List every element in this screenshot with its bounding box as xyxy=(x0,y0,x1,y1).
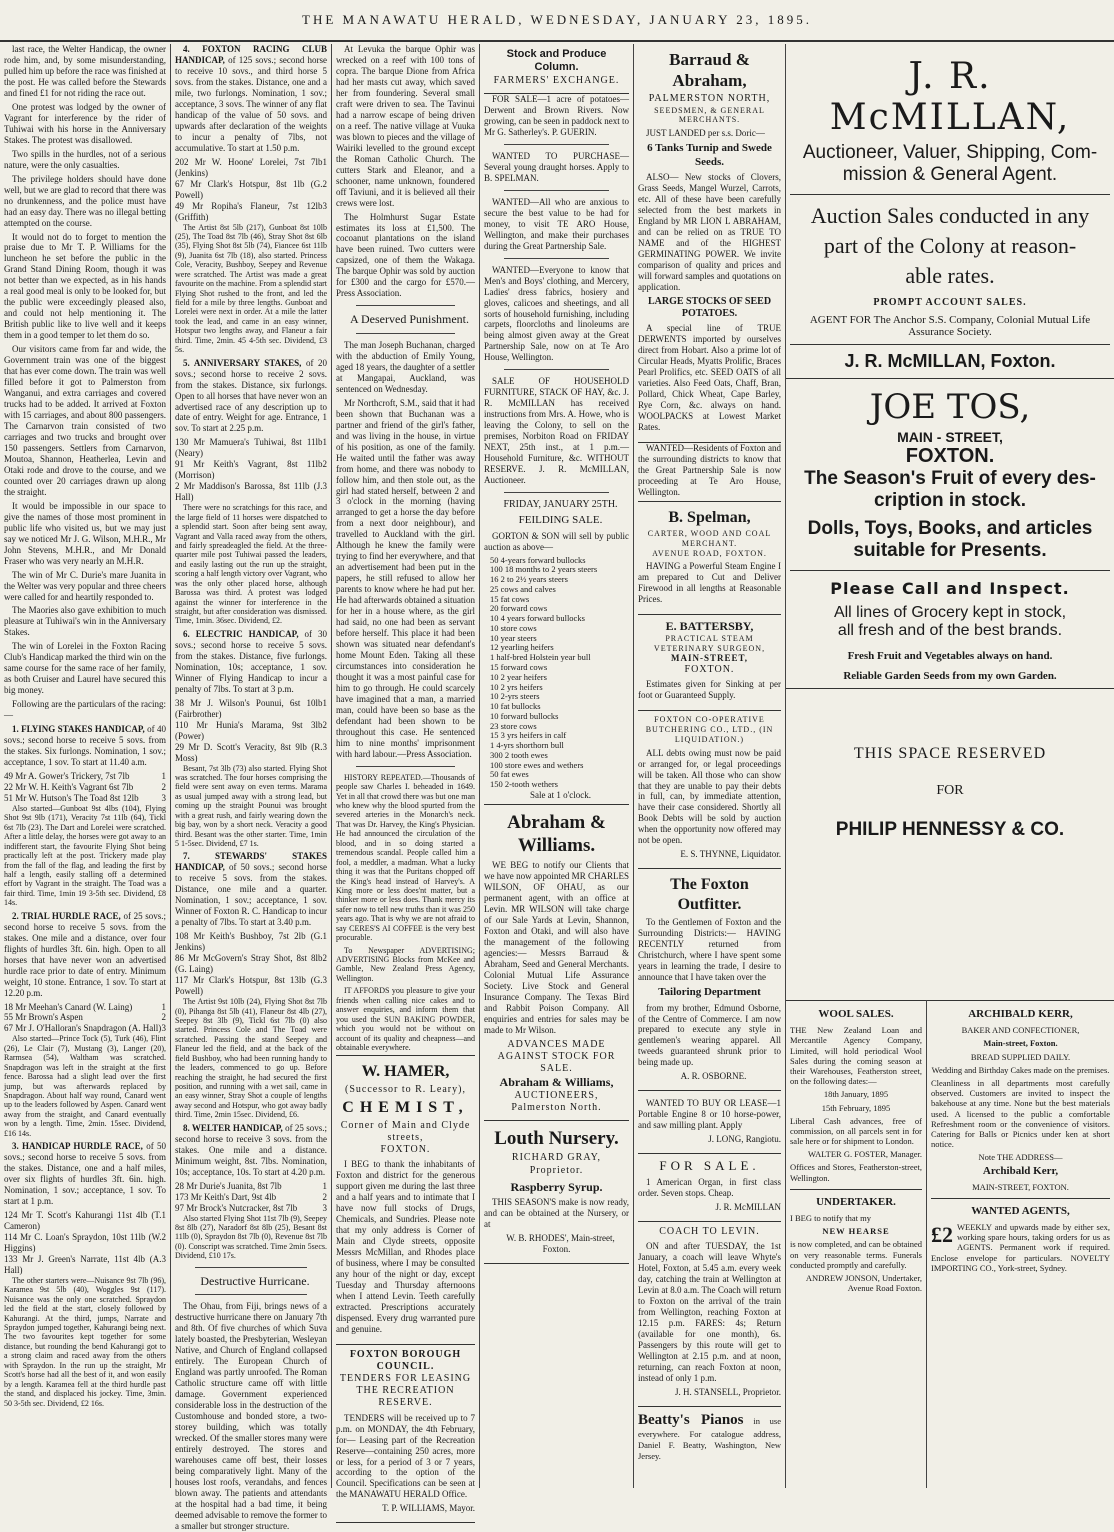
horse-entry: 108 Mr Keith's Bushboy, 7st 2lb (G. Jenkins) xyxy=(175,931,323,953)
ad-body: I BEG to thank the inhabitants of Foxton and district for the generous support given me during the last three and a half years and to intimate that I have now full stocks of Drugs, Chemicals, and Sundries. Please note that my only address is Corner of Main and Clyde streets, opposite Messrs McMillan, and Rhodes place of business, where I may be consulted any hour of the night or day, except Tuesday and Thursday afternoons when I attend Levin. Teeth carefully extracted. Prescriptions accurately dispensed. Every drug warranted pure and genuine. xyxy=(336,1159,475,1334)
ad-subtitle: mission & General Agent. xyxy=(842,164,1058,185)
divider xyxy=(504,190,609,191)
race-title: 7. STEWARDS' STAKES HANDICAP, xyxy=(175,851,327,873)
ad-title: Abraham & Williams. xyxy=(507,811,606,857)
ad-body: WANTED TO BUY OR LEASE—1 Portable Engine 8 or 10 horse-power, and saw milling plant. Apply xyxy=(638,1098,781,1131)
article-paragraph: HISTORY REPEATED.—Thousands of people saw Charles I. beheaded in 1649. Yet in all that crowd there was but one man who knew why the blood spurted from the severed arteries in the Monarch's neck. That was Dr. Harvey, the King's Physician. He had announced the circulation of the blood, and in so doing started a tremendous scandal. People called him a fool, a meddler, a madman. What a lucky thing it was that the Puritans chopped off the King's head instead of Harvey's. A King more or less does'nt matter, but a thinker more or less does. Thank mercy its safer now to tell new truths than it was 250 years ago. That is why we are not afraid to say CERES'S AI COFFEE is the very best procurable. xyxy=(336,772,475,943)
race-conditions: of 125 sovs.; second horse to receive 10 sovs., and third horse 5 sovs. from the stakes. Distance, one and a mile, two furlongs. Nomination, 1 sov.; acceptance, 3 sovs. The winner of any flat handicap of the value of 50 sovs. and upwards after declaration of the weights to incur a penalty of 7lbs, not accumulative. To start at 1.50 p.m. xyxy=(175,54,327,153)
race-title: 5. ANNIVERSARY STAKES, xyxy=(183,357,302,368)
placing: 1 xyxy=(161,771,166,782)
placing: 1 xyxy=(322,697,327,708)
ad-signature: Abraham & Williams, xyxy=(499,1075,614,1090)
horse-entry: 38 Mr J. Wilson's Pounui, 6st 10lb (Fairbrother) xyxy=(175,697,323,719)
ad-signature: WALTER G. FOSTER, Manager. xyxy=(808,1149,922,1160)
article-paragraph: The win of Mr C. Durie's mare Juanita in the Welter was very popular and three cheers were called for and heartily responded to. xyxy=(4,569,166,602)
lot-item: 150 2-tooth wethers xyxy=(490,779,558,790)
race-title: 1. FLYING STAKES HANDICAP, xyxy=(12,724,145,735)
placing: 1 xyxy=(161,1001,166,1012)
horse-entry: 55 Mr Brown's Aspen xyxy=(4,1012,83,1023)
article-paragraph: IT AFFORDS you pleasure to give your friends when calling nice cakes and to answer enquiries, and inform them that you used the SUN BAKING POWDER, which you would not be without on account of its quality and cheapness—and obtainable everywhere. xyxy=(336,986,475,1052)
classified-item: WANTED—Everyone to know that Men's and Boys' clothing, and Mercery, Ladies' dress fabrics, hosiery and gloves, calicoes and sheetings, and all sorts of household furnishing, including carpets, floorcloths and linoleums are being almost given away at the Great Partnership Sale, now on at Te Aro House, Wellington. xyxy=(484,264,629,363)
spelman-ad xyxy=(638,501,781,616)
ad-title: E. BATTERSBY, xyxy=(665,619,754,634)
lot-item: 15 3 yrs heifers in calf xyxy=(490,730,567,741)
ad-body: in use everywhere. For catalogue address, Daniel F. Beatty, Washington, New Jersey. xyxy=(638,1415,782,1461)
race-entry xyxy=(4,911,166,999)
classified-item: WANTED TO PURCHASE—Several young draught horses. Apply to B. SPELMAN. xyxy=(484,150,629,183)
race-notes: Besant, 7st 3lb (73) also started. Flying Shot was scratched. The four horses comprising the field were sent away on even terms. Marama as usual jumped away with a strong lead, but coming up the straight Pounui was brought with a great rush, and fairly wearing down the big bay, won by a short neck. Veracity a good third. Besant was the other starter. Time, 1min 5 1-5sec. Dividend, £7 1s. xyxy=(175,763,327,849)
wanted-buy-ad xyxy=(638,1091,781,1154)
ad-line: The Season's Fruit of every des- xyxy=(804,468,1096,489)
placing: 3 xyxy=(161,792,166,803)
race-title: 6. ELECTRIC HANDICAP, xyxy=(183,628,299,639)
horse-entry: 67 Mr J. O'Halloran's Snapdragon (A. Hall) xyxy=(4,1023,162,1034)
ad-body: THE New Zealand Loan and Mercantile Agency Company, Limited, will hold periodical Wool Sales during the coming season at their Warehouses, Featherston street, on the following dates:— xyxy=(790,1025,922,1087)
sale-date: 15th February, 1895 xyxy=(821,1102,891,1113)
article-paragraph: The Ohau, from Fiji, brings news of a destructive hurricane there on January 7th and 8th. Of five churches of which Suva lately boasted, the Presbyterian, Wesleyan Native, and Church of England collapsed entirely. The European Church of England was partly unroofed. The Roman Catholic structure came off with little damage. Government experienced considerable loss in the destruction of the Customhouse and bonded store, a two-storey building, which was totally wrecked. Of the smaller stores many were entirely destroyed. The stores and warehouses came off best, their losses being comparatively light. Many of the houses lost roofs, verandahs, and fences blown away. The patients and attendants at the hospital had a bad time, it being deemed advisable to remove the former to a smaller but stronger structure. xyxy=(175,1301,327,1531)
ad-title: Barraud & Abraham, xyxy=(669,50,750,90)
classified-item: SALE OF HOUSEHOLD FURNITURE, STACK OF HAY, &c. J. R. McMILLAN has received instructions from Mrs. A. Howe, who is leaving the Colony, to sell on the premises, Norbiton Road on FRIDAY NEXT, 25th inst., at 1 p.m.— Household Furniture, &c. WITHOUT RESERVE. J. R. McMILLAN, Auctioneer. xyxy=(484,376,629,486)
ad-address: MAIN - STREET, xyxy=(897,429,1003,445)
ad-line: FOR xyxy=(936,783,964,798)
ad-heading: FOXTON CO-OPERATIVE BUTCHERING CO., LTD., (IN LIQUIDATION.) xyxy=(645,715,774,744)
ad-heading: CHEMIST, xyxy=(342,1099,469,1117)
ad-title: FOR SALE. xyxy=(659,1158,760,1174)
ad-role: CARTER, WOOD AND COAL MERCHANT. xyxy=(647,529,772,548)
column-2 xyxy=(171,44,331,1531)
wool-sales-ad xyxy=(786,1000,926,1488)
horse-entry: 86 Mr McGovern's Stray Shot, 8st 8lb (G. Laing) xyxy=(175,953,323,975)
ad-line: All lines of Grocery kept in stock, xyxy=(833,604,1067,621)
ad-heading: LARGE STOCKS OF SEED POTATOES. xyxy=(647,295,772,319)
ad-line: part of the Colony at reason- xyxy=(823,233,1077,258)
lot-item: 1 4-yrs shorthorn bull xyxy=(490,740,564,751)
ad-body: WE BEG to notify our Clients that we have now appointed MR CHARLES WILSON, OF OHAU, as our permanent agent, with an office at Levin. MR WILSON will take charge of our Sale Yards at Levin, Shannon, Foxton and Otaki, and will also have the management of the following agencies:— Messrs Barraud & Abraham, Seed and General Merchants. Colonial Mutual Life Assurance Society. Live Stock and General Insurance Company. The Texas Bird and Rabbit Poison Company. All enquiries and entries for sales may be made to Mr Wilson. xyxy=(484,860,629,1035)
horse-entry: 18 Mr Meehan's Canard (W. Laing) xyxy=(4,1001,133,1012)
battersby-ad xyxy=(638,615,781,711)
race-conditions: of 50 sovs.; second horse to receive 5 sovs. from the stakes. Distance, one mile and a quarter. Nomination, 1 sov.; acceptance, 1 sov. Winner of Foxton R. C. Handicap to incur a penalty of 7lbs. To start at 3.40 p.m. xyxy=(175,862,328,928)
ad-body: I BEG to notify that my xyxy=(790,1213,871,1223)
ad-line: all fresh and of the best brands. xyxy=(837,622,1063,639)
ad-signature: A. R. OSBORNE. xyxy=(680,1071,747,1082)
ad-signature: PHILIP HENNESSY & CO. xyxy=(835,819,1065,840)
placing: 2 xyxy=(322,178,327,189)
article-paragraph: Two spills in the hurdles, not of a serious nature, were the only casualties. xyxy=(4,148,166,170)
article-paragraph: To Newspaper ADVERTISING; ADVERTISING Blocks from McKee and Gamble, New Zealand Press Agency, Wellington. xyxy=(336,945,475,983)
sale-date: 18th January, 1895 xyxy=(823,1089,889,1100)
ad-signature: Archibald Kerr, xyxy=(982,1165,1059,1178)
ad-title: COACH TO LEVIN. xyxy=(659,1225,760,1237)
horse-entry: 117 Mr Clark's Hotspur, 8st 13lb (G. Powell) xyxy=(175,975,323,997)
divider xyxy=(504,369,609,370)
column-1 xyxy=(0,44,170,1488)
lot-item: 12 yearling heifers xyxy=(490,642,554,653)
sale-intro: GORTON & SON will sell by public auction as above— xyxy=(484,530,629,552)
ad-title: B. Spelman, xyxy=(668,508,751,526)
classified-item: WANTED—Residents of Foxton and the surrounding districts to know that the Great Partnership Sale is now proceeding at Te Aro House, Wellington. xyxy=(638,442,781,497)
column-5 xyxy=(634,44,785,1488)
article-paragraph: The win of Lorelei in the Foxton Racing Club's Handicap marked the third win on the same course for the same race of her family, as both Cruiser and Laurel have secured this big money. xyxy=(4,641,166,696)
placing: 3 xyxy=(322,975,327,986)
lot-item: 100 18 months to 2 years steers xyxy=(490,564,598,575)
ad-signature: J. R. McMILLAN xyxy=(715,1202,781,1212)
lot-item: 10 4 years forward bullocks xyxy=(490,613,585,624)
ad-body: Note THE ADDRESS— xyxy=(978,1152,1063,1163)
lot-item: 10 store cows xyxy=(490,622,537,633)
race-notes: The Artist 8st 5lb (217), Gunboat 8st 10lb (25), The Toad 8st 7lb (46), Stray Shot 8st 6lb (35), Flying Shot 8st 5lb (74), Fiancee 6st 11lb (9), Juanita 6st 7lb (18), also started. Princess Cole, Veracity, Bushboy, Seepey and Revenue were scratched. The Artist was made a great favourite on the machine. From a splendid start Flying Shot rushed to the front, and led the field for a mile by three lengths. Gunboat and Lorelei were next in order. At a mile the latter took the lead, and came in an easy winner, Hotspur two lengths away, and Flaneur a fair third. Time, 2min. 45 4-5th sec. Dividend, £3 5s. xyxy=(175,222,327,355)
ad-heading: Tailoring Department xyxy=(658,986,761,999)
article-paragraph: It would not do to forget to mention the praise due to Mr T. P. Williams for the luncheon he set before the public in the Grand Stand Dining Room, though it was not better than we expected, as in his hands a real good meal is only to be looked for, but the public were exceedingly pleased also, and could not help mentioning it. The British public like to live well and it keeps them in a good temper to let them do so. xyxy=(4,231,166,341)
race-title: 8. WELTER HANDICAP, xyxy=(183,1122,283,1133)
race-conditions: of 50 sovs.; second horse to receive 5 sovs. from the stakes. Distance, one and a half miles, over six flights of hurdles 3ft. 6in. high. Nomination, 1 sov.; acceptance, 1 sov. To start at 1 p.m. xyxy=(4,1141,166,1207)
placing: 3 xyxy=(161,1023,166,1034)
ad-title: THIS SPACE RESERVED xyxy=(853,745,1047,762)
race-conditions: of 20 sovs.; second horse to receive 2 sovs. from the stakes. Distance, six furlongs. Open to all horses that have never won an advertised race of any description up to date of entry. Weight for age. Entrance, 1 sov. To start at 2.25 p.m. xyxy=(175,357,328,434)
ad-title: Beatty's Pianos xyxy=(638,1411,744,1428)
placing: 3 xyxy=(161,1253,166,1264)
lot-item: 100 store ewes and wethers xyxy=(490,759,584,770)
horse-entry: 22 Mr W. H. Keith's Vagrant 6st 7lb xyxy=(4,782,134,792)
ad-title: WANTED AGENTS, xyxy=(971,1204,1070,1217)
lot-item: 10 2 yrs heifers xyxy=(490,681,543,692)
kerr-ad xyxy=(927,1000,1114,1488)
horse-entry: 51 Mr W. Hutson's The Toad 8st 12lb xyxy=(4,792,139,803)
article-paragraph: last race, the Welter Handicap, the owner rode him, and, by some misunderstanding, pulled him up before the race was finished at the post. He was called before the Stewards and fined £1 for not riding the race out. xyxy=(4,44,166,98)
ad-title: UNDERTAKER. xyxy=(816,1195,896,1208)
placing: 1 xyxy=(161,1210,166,1221)
sale-time: Sale at 1 o'clock. xyxy=(529,789,592,800)
ad-town: FOXTON. xyxy=(905,445,995,467)
barraud-abraham-ad xyxy=(638,44,781,443)
for-sale-ad xyxy=(638,1154,781,1222)
ad-body: Wedding and Birthday Cakes made on the premises. xyxy=(931,1064,1110,1075)
classified-item: FOR SALE—1 acre of potatoes—Derwent and Brown Rivers. Now growing, can be seen in paddock next to Mr G. Satherley's. P. GUERIN. xyxy=(484,94,629,137)
horse-entry: 91 Mr Keith's Vagrant, 8st 11lb (Morrison) xyxy=(175,459,323,481)
beatty-ad xyxy=(638,1407,781,1462)
horse-entry: 114 Mr C. Loan's Spraydon, 10st 11lb (W. Higgins) xyxy=(4,1231,162,1253)
ad-town: FOXTON. xyxy=(684,664,735,676)
ad-subtitle: TENDERS FOR LEASING THE RECREATION RESERVE. xyxy=(339,1373,472,1409)
ad-town: FOXTON. xyxy=(380,1144,431,1155)
horse-entry: 67 Mr Clark's Hotspur, 8st 1lb (G. Powell) xyxy=(175,178,323,200)
placing: 2 xyxy=(322,1191,327,1202)
ad-title: Louth Nursery. xyxy=(494,1128,619,1150)
race-conditions: of 25 sovs.; second horse to receive 5 sovs. from the stakes. One mile and a distance, over four flights of hurdles 3ft. 6in. high. Open to all horses that have never won an advertised hurdle race prior to date of entry. Minimum weight, 10 stone. Entrance, 1 sov. To start at 12.20 p.m. xyxy=(4,910,166,998)
horse-entry: 202 Mr W. Hoone' Lorelei, 7st 7lb (Jenkins) xyxy=(175,156,323,178)
lot-list xyxy=(484,556,629,790)
lot-item: 20 forward cows xyxy=(490,603,548,614)
lot-item: 23 store cows xyxy=(490,720,537,731)
horse-entry: 2 Mr Maddison's Barossa, 8st 11lb (J. Hall) xyxy=(175,481,323,503)
placing: 1 xyxy=(322,931,327,942)
classified-item: WANTED—All who are anxious to secure the best value to be had for money, to visit TE ARO House, Wellington, and make their purchases during the Great Partnership Sale. xyxy=(484,196,629,251)
ad-line: suitable for Presents. xyxy=(853,540,1047,561)
placing: 2 xyxy=(322,953,327,964)
ad-title: WOOL SALES. xyxy=(818,1008,894,1020)
horse-entry: 97 Mr Brock's Nutcracker, 8st 7lb xyxy=(175,1202,298,1213)
placing: 1 xyxy=(322,1180,327,1191)
race-entry xyxy=(175,44,327,154)
ad-body: THIS SEASON'S make is now ready, and can be obtained at the Nursery, or at xyxy=(484,1197,629,1230)
column-4 xyxy=(480,44,633,1488)
race-entry xyxy=(175,358,327,435)
race-entry xyxy=(175,1123,327,1178)
abraham-williams-ad xyxy=(484,804,629,1121)
ad-body: ALSO— New stocks of Clovers, Grass Seeds, Mangel Wurzel, Carrots, etc. All of these have been carefully selected from the best markets in England by MR LION L ABRAHAM, and can be relied on as TRUE TO NAME and of the HIGHEST GERMINATING POWER. We invite comparison of quality and prices and will forward samples and quotations on application. xyxy=(638,171,781,292)
race-notes: The other starters were—Nuisance 9st 7lb (96), Karamea 9st 5lb (40), Woggles 9st (117). Nuisance was the only one scratched. Spraydon led the field at the start, closely followed by Kahurangi. At the third, jumps, Narrate and Spraydon jumped together, Kahurangi being next. The two favourites kept together for some distance, but rounding the bend Kahurangi got to a strong claim and raced away from the others with Spraydon. In the run up the straight, Mr Scott's horse had all the best of it, and won easily by a length. Karamea fell at the third hurdle past the stand, and displaced his jockey. Time, 3min. 50 3-5th sec. Dividend, £2 16s. xyxy=(4,1275,166,1408)
race-notes: The Artist 9st 10lb (24), Flying Shot 8st 7lb (0), Pihanga 8st 5lb (41), Flaneur 8st 4lb (27), Seepey 8st 3lb (9), Tickl 6st 7lb (0) also started. Princess Cole and The Toad were scratched. Passing the stand Seepey and Flaneur led the field, and at the back of the field Bushboy, who had been running handy to the leaders, commenced to go up. Before reaching the straight, he had secured the first position, and running with a wet sail, came in an easy winner, Stray Shot a couple of lengths away second and Hotspur, who got away badly third. Time, 2min 15sec. Dividend, £6. xyxy=(175,997,327,1120)
ad-signature: E. S. THYNNE, Liquidator. xyxy=(680,849,781,860)
louth-nursery-ad xyxy=(484,1121,629,1264)
ad-role: BAKER AND CONFECTIONER, xyxy=(961,1025,1080,1036)
placing: 3 xyxy=(322,200,327,211)
lot-item: 10 2 year heifers xyxy=(490,671,547,682)
placing: 3 xyxy=(322,741,327,752)
lot-item: 15 forward cows xyxy=(490,661,548,672)
race-conditions: of 30 sovs.; second horse to receive 5 sovs. from the stakes. Distance, five furlongs. Nomination, 10s; acceptance, 1 sov. Winner of Flying Handicap to incur a penalty of 7lbs. To start at 3 p.m. xyxy=(175,628,327,694)
article-paragraph: Our visitors came from far and wide, the Government train was one of the biggest that has ever come down. The train was well filled before it got to Palmerston from Wanganui, and extra carriages and covered trucks had to be added. It arrived at Foxton with 15 carriages, and about 800 passengers. The Carnarvon train consisted of two carriages and two trucks and brought over 150 passengers. Settlers from Carnarvon, Moutoa, Shannon, Heatherlea, Levin and Otaki rode and drove to the course, and we counted over 20 carriages drawn up along the straight. xyxy=(4,344,166,497)
reserved-ad xyxy=(786,689,1114,887)
article-paragraph: At Levuka the barque Ophir was wrecked on a reef with 100 tons of copra. The barque Dione from Africa had her masts cut away, which saved her from foundering. Several small craft were driven to sea. The Tavinui had a narrow escape of being driven on a reef. The native village at Vuuka was blown to pieces and the village of Wairiki levelled to the ground except the Roman Catholic Church. The cutters Stark and Eleanor, and a schooner, name unknown, foundered off Taviuni, and it is believed all their crews were lost. xyxy=(336,44,475,208)
ad-title: JOE TOS, xyxy=(869,387,1031,427)
ad-line: Dolls, Toys, Books, and articles xyxy=(807,518,1093,539)
coach-ad xyxy=(638,1222,781,1407)
lot-item: 10 fat bullocks xyxy=(490,701,541,712)
article-paragraph: Mr Northcroft, S.M., said that it had been shown that Buchanan was a partner and friend of the girl's father, and was living in the house, in virtue of his position, as one of the family. He waited until the father was away from home, and there was nobody to follow him, and then stole out, as the girl had stated herself, between 2 and 3 o'clock in the morning (having arranged to get a horse the day before from a next door neighbour), and travelled to Auckland with the girl. Although he knew the family were trying to find her everywhere, and that an advertisement had been put in the papers, he still refused to allow her parents to know where he had put her. He had afterwards obtained a situation for her in a house where, as the girl had said, no one had been as servant before herself. This place it had been shown was situated near defendant's home Mount Eden. Taking all these circumstances into consideration he thought it was a most painful case for him to go through. He could scarcely have imagined that a man, a married man, could have been so base as the defendant had been shown to be throughout this case. He sentenced him to nine months' imprisonment with hard labour.—Press Association. xyxy=(336,397,475,759)
joe-tos-ad xyxy=(786,379,1114,689)
ad-address: Offices and Stores, Featherston-street, Wellington. xyxy=(790,1162,922,1183)
ad-body: WEEKLY and upwards made by either sex, working spare hours, taking orders for us as AGENTS. Permanent work if required. Enclose envelope for particulars. NOVELTY IMPORTING CO., York-street, Sydney. xyxy=(931,1222,1110,1273)
ad-title: The Foxton Outfitter. xyxy=(670,876,749,913)
race-notes: There were no scratchings for this race, and the large field of 11 horses were dispatched to a splendid start. Soon after being sent away, Vagrant and Valla raced away from the others, and fairly spreadeagled the field. At the three-quarter mile post Tuhiwai passed the leaders, and easily lasting out the run up the straight, scoring a half length victory over Vagrant, who was the only other placed horse, although Barossa was third. A protest was lodged against the winner for interference in the straight, but after consideration was dismissed. Time, 1min. 36sec. Dividend, £2. xyxy=(175,503,327,626)
ad-heading: BREAD SUPPLIED DAILY. xyxy=(970,1051,1071,1062)
ad-heading: 6 Tanks Turnip and Swede Seeds. xyxy=(647,142,772,168)
ad-subtitle: (Successor to R. Leary), xyxy=(345,1083,466,1095)
ad-signature: ANDREW JONSON, Undertaker, Avenue Road Foxton. xyxy=(805,1272,922,1294)
headline: Destructive Hurricane. xyxy=(200,1273,310,1288)
placing: 3 xyxy=(322,481,327,492)
divider xyxy=(504,144,609,145)
divider xyxy=(504,258,609,259)
ad-body: is now completed, and can be obtained on very reasonable terms. Funerals conducted promptly and carefully. xyxy=(790,1239,922,1270)
article-paragraph: The Maories also gave exhibition to much pleasure at Tuhiwai's win in the Anniversary Stakes. xyxy=(4,605,166,638)
lot-item: 10 2-yrs steers xyxy=(490,691,540,702)
race-conditions: of 25 sovs.; second horse to receive 3 sovs. from the stakes. One mile and a distance. Minimum weight, 8st. 7lbs. Nomination, 10s; acceptance, 10s. To start at 4.20 p.m. xyxy=(175,1122,327,1177)
ad-line: PROMPT ACCOUNT SALES. xyxy=(873,297,1027,308)
ad-heading: Stock and Produce Column. xyxy=(506,48,607,74)
horse-entry: 133 Mr J. Green's Narrate, 11st 4lb (A. Hall) xyxy=(4,1253,162,1275)
race-notes: Also started Flying Shot 11st 7lb (9), Seepey 8st 8lb (27), Naradorf 8st 8lb (25), Besant 8st 11lb (0), Spraydon 8st 7lb (0), Revenue 8st 7lb (0). Conscript was scratched. Time 2min 5secs. Dividend, £10 17s. xyxy=(175,1213,327,1261)
placing: 2 xyxy=(161,1012,166,1023)
article-paragraph: Following are the particulars of the racing:— xyxy=(4,699,166,721)
ad-signature: J. H. STANSELL, Proprietor. xyxy=(674,1386,781,1397)
ad-line: Auction Sales conducted in any xyxy=(810,203,1090,228)
ad-address: MAIN-STREET, xyxy=(670,653,749,664)
race-title: 2. TRIAL HURDLE RACE, xyxy=(12,910,121,921)
bottom-ads xyxy=(786,1000,1114,1488)
lot-item: 16 2 to 2½ years steers xyxy=(490,574,568,585)
ad-line: able rates. xyxy=(905,263,995,288)
race-entry xyxy=(4,724,166,768)
ad-body: JUST LANDED per s.s. Doric— xyxy=(646,128,765,139)
ad-role: AUCTIONEERS, xyxy=(514,1089,599,1101)
ad-subtitle: Auctioneer, Valuer, Shipping, Com- xyxy=(802,142,1098,163)
ad-body: Cleanliness in all departments most carefully observed. Customers are invited to inspect the bakehouse at any time. None but the best materials used. A licensed to the public a comfortable Refreshment room or the convenience of visitors. Catering for Balls or Picnics under ken at short notice. xyxy=(931,1077,1110,1150)
ad-line: cription in stock. xyxy=(873,490,1027,511)
placing: 2 xyxy=(322,459,327,470)
ad-role: PRACTICAL STEAM VETERINARY SURGEON, xyxy=(653,633,766,653)
ad-body: Liberal Cash advances, free of commission, on all parcels sent in for sale here or for shipment to London. xyxy=(790,1115,922,1147)
divider xyxy=(356,333,455,334)
hamer-ad xyxy=(336,1055,475,1344)
race-conditions: of 40 sovs.; second horse to receive 5 sovs. from the stakes. Six furlongs. Nomination, 1 sov.; acceptance, 1 sov. To start at 11.40 a.m. xyxy=(4,724,166,768)
article-paragraph: The privilege holders should have done well, but we are glad to record that there was no drunkenness, and the police must have had an easy day. There was no illegal betting attempted on the course. xyxy=(4,173,166,228)
divider xyxy=(195,1267,307,1268)
horse-entry: 173 Mr Keith's Dart, 9st 4lb xyxy=(175,1191,277,1202)
outfitter-ad xyxy=(638,869,781,1091)
horse-entry: 130 Mr Mamuera's Tuhiwai, 8st 11lb (Neary) xyxy=(175,437,323,459)
race-title: 3. HANDICAP HURDLE RACE, xyxy=(12,1141,143,1152)
ad-line: Reliable Garden Seeds from my own Garden. xyxy=(843,670,1057,682)
ad-address: Main-street, Foxton. xyxy=(983,1038,1058,1049)
placing: 1 xyxy=(322,437,327,448)
ad-body: Estimates given for Sinking at per foot or Guaranteed Supply. xyxy=(638,679,781,701)
race-entry xyxy=(4,1141,166,1207)
ad-subtitle: FARMERS' EXCHANGE. xyxy=(493,74,620,86)
ad-signature: T. P. WILLIAMS, Mayor. xyxy=(382,1503,475,1514)
ad-line: AGENT FOR The Anchor S.S. Company, Colonial Mutual Life Assurance Society. xyxy=(809,314,1091,338)
divider xyxy=(504,492,609,493)
ad-price: £2 xyxy=(931,1222,953,1247)
horse-entry: 110 Mr Hunia's Marama, 9st 3lb (Power) xyxy=(175,719,323,741)
lot-item: 15 fat cows xyxy=(490,593,530,604)
placing: 1 xyxy=(322,156,327,167)
mcmillan-ad xyxy=(786,44,1114,379)
placing: 3 xyxy=(322,1202,327,1213)
horse-entry: 28 Mr Durie's Juanita, 8st 7lb xyxy=(175,1180,282,1191)
ad-body: from my brother, Edmund Osborne, of the Centre of Commerce. I am now prepared to execute any style in gentlemen's wearing apparel. All tweeds guaranteed shrunk prior to being made up. xyxy=(638,1002,781,1068)
ad-subtitle: ADVANCES MADE AGAINST STOCK FOR SALE. xyxy=(497,1038,616,1075)
ad-subtitle: RICHARD GRAY, Proprietor. xyxy=(511,1152,602,1176)
ad-address: MAIN-STREET, FOXTON. xyxy=(972,1181,1069,1192)
lot-item: 10 forward bullocks xyxy=(490,710,559,721)
lot-item: 50 fat ewes xyxy=(490,769,529,780)
ad-body: To the Gentlemen of Foxton and the Surrounding Districts:— HAVING RECENTLY returned from Christchurch, where I have spent some years in learning the trade, I desire to announce that I have taken over the xyxy=(638,917,781,983)
ad-location: Palmerston North. xyxy=(511,1102,602,1114)
ad-body: TENDERS will be received up to 7 p.m. on MONDAY, the 4th February, for— Leasing part of the Recreation Reserve—containing 250 acres, more or less, for a period of 3 or 7 years, according to the option of the Council. Specifications can be seen at the MANAWATU HERALD Office. xyxy=(336,1412,475,1500)
ad-signature: J. LONG, Rangiotu. xyxy=(708,1134,781,1145)
ad-heading: NEW HEARSE xyxy=(822,1226,890,1237)
race-entry xyxy=(175,851,327,928)
placing: 2 xyxy=(322,719,327,730)
ad-heading: FOXTON BOROUGH COUNCIL. xyxy=(349,1348,462,1372)
race-notes: Also started—Gunboat 9st 4lbs (104), Flying Shot 9st 9lb (171), Veracity 7st 11lb (64), Tickl 6st 7lb (23). The Dart and Lorelei were scratched. After a little delay, the horses were got away to an indifferent start, the favourite Flying Shot being practically left at the post. Trickery made play from the fall of the flag, and leading the first by half a length, easily stalling off a determined effort by Vagrant in the straight. The Toad was a fair third. Time, 1min 19 3-5th sec. Dividend, £8 14s. xyxy=(4,803,166,908)
ad-body: 1 American Organ, in first class order. Seven stops. Cheap. xyxy=(638,1177,781,1199)
ad-title: J. R. McMILLAN, xyxy=(829,56,1071,138)
horse-entry: 29 Mr D. Scott's Veracity, 8st 9lb (R. Moss) xyxy=(175,741,323,763)
ad-address: Corner of Main and Clyde streets, xyxy=(340,1119,471,1143)
divider xyxy=(356,305,455,306)
ad-title: W. HAMER, xyxy=(361,1063,450,1081)
divider xyxy=(195,1294,307,1295)
lot-item: 50 4-years forward bullocks xyxy=(490,554,586,565)
ad-body: ALL debts owing must now be paid or arranged for, or legal proceedings will be taken. All those who can show that they are unable to pay their debts in full, can, by immediate attention, have their case considered. Shortly all Book Debts will be sold by auction when the opportunity now offered may not be open. xyxy=(638,747,781,846)
race-entry xyxy=(175,629,327,695)
lot-item: 25 cows and calves xyxy=(490,583,556,594)
lot-item: 1 half-bred Holstein year bull xyxy=(490,652,591,663)
lot-item: 10 year steers xyxy=(490,632,537,643)
ad-body: A special line of TRUE DERWENTS imported by ourselves direct from Hobart. Also a prime lot of Circular Heads, Myatts Prolific, Braces Pearl Prolifics, etc. SEED OATS of all varieties. Also Feed Oats, Chaff, Bran, Pollard, Chick Wheat, Cape Barley, Rye Corn, &c. always on hand. WOOLPACKS at Lowest Market Rates. xyxy=(638,322,781,432)
horse-entry: 49 Mr A. Gower's Trickery, 7st 7lb xyxy=(4,771,130,782)
divider xyxy=(356,766,455,767)
placing: 2 xyxy=(161,782,166,792)
coop-ad xyxy=(638,711,781,869)
article-paragraph: The man Joseph Buchanan, charged with the abduction of Emily Young, aged 18 years, the daughter of a settler at Mangapai, Auckland, was sentenced on Wednesday. xyxy=(336,339,475,394)
stock-column xyxy=(484,44,629,94)
article-paragraph: It would be impossible in our space to give the names of those most prominent in public life who visited us, but we may just say we noticed Mr J. G. Wilson, M.H.R., Mr John Stevens, M.H.R., and Mr Donald Fraser who was very nearly an M.H.R. xyxy=(4,500,166,566)
ad-heading: Raspberry Syrup. xyxy=(510,1179,603,1194)
placing: 2 xyxy=(161,1231,166,1242)
ad-body: ON and after TUESDAY, the 1st January, a coach will leave Whyte's Hotel, Foxton, at 5.45 a.m. every week day, catching the train at Wellington at Levin at 8.0 a.m. The Coach will return to Foxton on the arrival of the train from Wellington, reaching Foxton at 12.15 p.m. FARES: 4s; Return (available for one month), 6s. Passengers by this route will get to Wellington at 2.15 p.m. and at noon, returning, can reach Foxton at noon, instead of only 1 p.m. xyxy=(638,1241,781,1383)
sale-date: FRIDAY, JANUARY 25TH. xyxy=(503,499,618,511)
borough-ad xyxy=(336,1345,475,1524)
masthead: THE MANAWATU HERALD, WEDNESDAY, JANUARY 23, 1895. xyxy=(0,0,1114,42)
ad-address: AVENUE ROAD, FOXTON. xyxy=(652,548,767,558)
ad-signature: J. R. McMILLAN, Foxton. xyxy=(844,351,1056,371)
ad-title: ARCHIBALD KERR, xyxy=(968,1008,1073,1020)
ad-role: SEEDSMEN, & GENERAL MERCHANTS. xyxy=(654,105,765,125)
headline: A Deserved Punishment. xyxy=(350,312,469,327)
sale-title: FEILDING SALE. xyxy=(518,514,603,527)
ad-signature: W. B. RHODES', Main-street, Foxton. xyxy=(506,1233,615,1255)
ad-location: PALMERSTON NORTH, xyxy=(648,93,771,105)
lot-item: 300 2 tooth ewes xyxy=(490,749,548,760)
horse-entry: 124 Mr T. Scott's Kahurangi 11st 4lb (T. Cameron) xyxy=(4,1210,162,1231)
horse-entry: 49 Mr Ropiha's Flaneur, 7st 12lb (Griffith) xyxy=(175,200,323,222)
ad-line: Fresh Fruit and Vegetables always on hand. xyxy=(847,650,1053,662)
article-paragraph: The Holmhurst Sugar Estate estimates its loss at £1,500. The cocoanut plantations on the island have been ruined. Two cutters were capsized, one of them the Wakaga. The barque Ophir was sold by auction for £300 and the cargo for £570.—Press Association. xyxy=(336,211,475,299)
ad-body: HAVING a Powerful Steam Engine I am prepared to Cut and Deliver Firewood in all lengths at Reasonable Prices. xyxy=(638,561,781,605)
column-3 xyxy=(332,44,479,1514)
article-paragraph: One protest was lodged by the owner of Vagrant for interference by the rider of Tuhiwai with his horse in the Anniversary Stakes. The protest was disallowed. xyxy=(4,101,166,145)
race-title: 4. FOXTON RACING CLUB HANDICAP, xyxy=(175,44,327,65)
ad-line: Please Call and Inspect. xyxy=(830,579,1070,598)
race-notes: Also started—Prince Tock (5), Turk (46), Flint (26), Le Clair (7), Mustang (3), Langer (20), Rarmsea (54), Waltham was scratched. Snapdragon was left in the straight at the first fence. Barossa had a slight lead over the first jump, but was afterwards replaced by Snapdragon. About half way round, Canard went up to the leaders followed by Aspen. Canard went away from the straight, and Canard eventually won by a length. Time, 2min. 15sec. Dividend, £16 14s. xyxy=(4,1034,166,1138)
